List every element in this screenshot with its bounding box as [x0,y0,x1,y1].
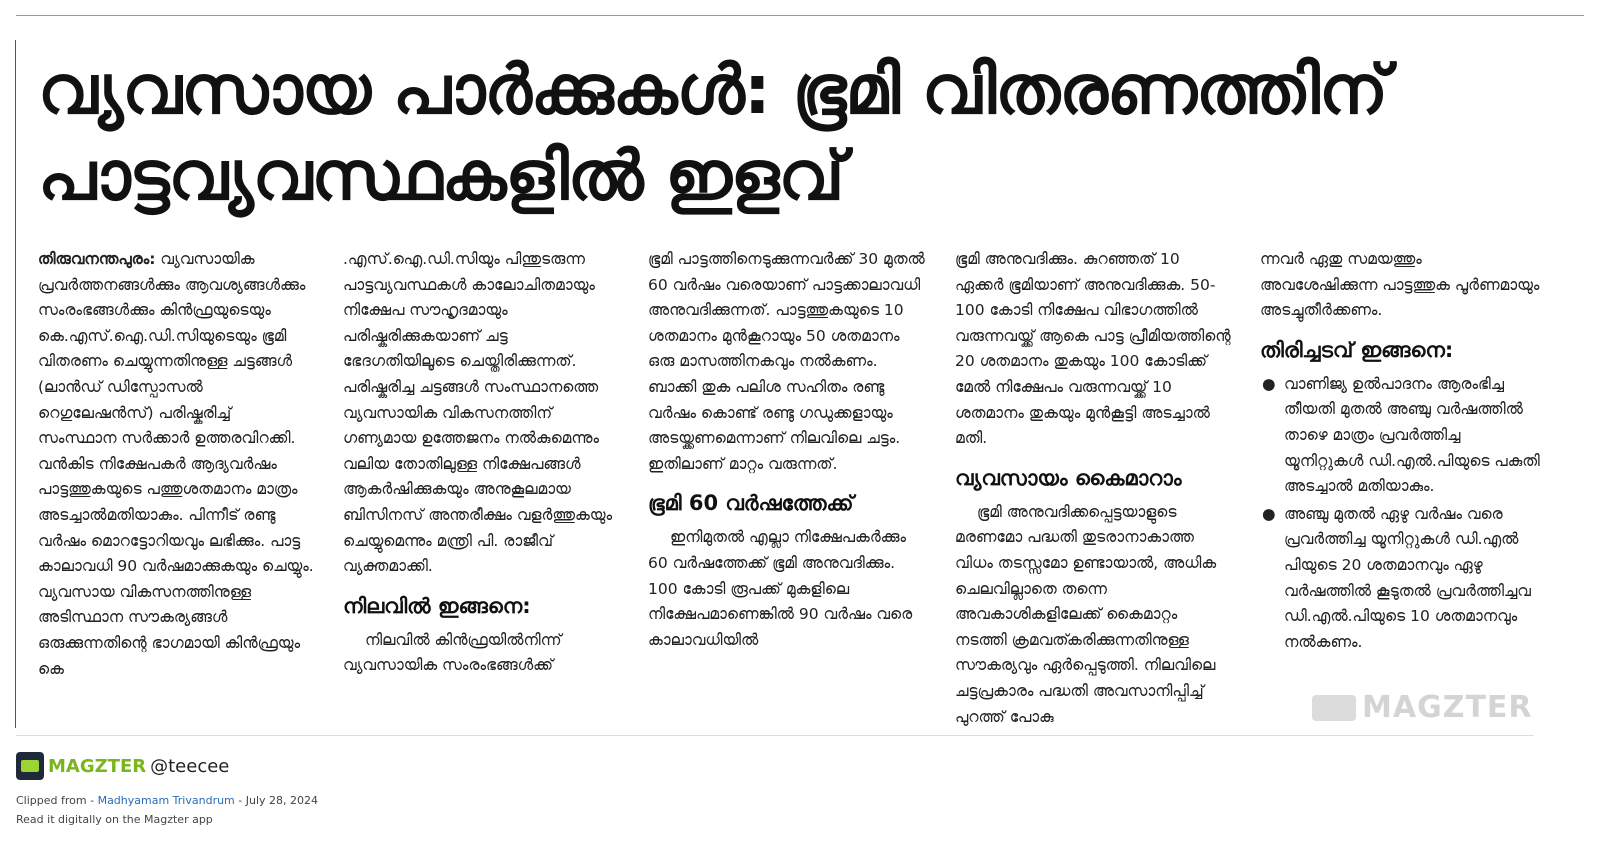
read-digitally-line: Read it digitally on the Magzter app [16,813,213,826]
list-item-text: വാണിജ്യ ഉൽപാദനം ആരംഭിച്ച തീയതി മുതൽ അഞ്ചു വർഷത്തിൽ താഴെ മാത്രം പ്രവർത്തിച്ച യൂനിറ്റുകൾ ഡി.എൽ.പിയുടെ പകുതി അടച്ചാൽ മതിയാകും. [1284,374,1540,496]
subhead-current-rules: നിലവിൽ ഇങ്ങനെ: [343,593,531,618]
article-column-5 [1260,247,1540,657]
top-divider [16,15,1584,16]
brand-row [16,752,318,780]
magzter-watermark [1312,690,1533,725]
column-5-body: ന്നവർ ഏതു സമയത്തും അവശേഷിക്കുന്ന പാട്ടത്തുക പൂർണമായും അടച്ചുതീർക്കണം. [1260,250,1540,320]
footer-divider [16,735,1534,736]
article-column-4 [955,247,1233,730]
clipped-prefix: Clipped from - [16,794,98,807]
headline-line-1: വ്യവസായ പാർക്കുകൾ: ഭൂമി വിതരണത്തിന് [38,51,1388,130]
magzter-logo-icon [1312,695,1356,721]
list-item [1260,502,1540,656]
magzter-app-icon [16,752,44,780]
subhead-transfer: വ്യവസായം കൈമാറാം [955,465,1182,490]
subhead-repayment: തിരിച്ചടവ് ഇങ്ങനെ: [1260,337,1454,362]
headline [38,48,1538,220]
list-item-text: അഞ്ചു മുതൽ ഏഴു വർഷം വരെ പ്രവർത്തിച്ച യൂനിറ്റുകൾ ഡി.എൽ പിയുടെ 20 ശതമാനവും ഏഴു വർഷത്തിൽ കൂടുതൽ പ്രവർത്തിച്ചവ ഡി.എൽ.പിയുടെ 10 ശതമാനവും നൽകണം. [1284,504,1531,651]
left-column-rule [15,40,16,728]
bullet-icon: ● [1262,374,1276,393]
user-handle[interactable]: @teecee [150,755,230,777]
column-3-body-continued: ഇനിമുതൽ എല്ലാ നിക്ഷേപകർക്കും 60 വർഷത്തേക്ക് ഭൂമി അനുവദിക്കും. 100 കോടി രൂപക്ക് മുകളിലെ നിക്ഷേപമാണെങ്കിൽ 90 വർഷം വരെ കാലാവധിയിൽ [648,528,913,649]
repayment-list [1260,372,1540,656]
column-1-body: വ്യവസായിക പ്രവർത്തനങ്ങൾക്കും ആവശ്യങ്ങൾക്കും സംരംഭങ്ങൾക്കും കിൻഫ്രയുടെയും കെ.എസ്.ഐ.ഡി.സിയുടെയും ഭൂമി വിതരണം ചെയ്യുന്നതിനുള്ള ചട്ടങ്ങൾ (ലാൻഡ് ഡിസ്പോസൽ റെഗുലേഷൻസ്) പരിഷ്കരിച്ച് സംസ്ഥാന സർക്കാർ ഉത്തരവിറക്കി. വൻകിട നിക്ഷേപകർ ആദ്യവർഷം പാട്ടത്തുകയുടെ പത്തുശതമാനം മാത്രം അടച്ചാൽമതിയാകും. പിന്നീട് രണ്ടു വർഷം മൊറട്ടോറിയവും ലഭിക്കും. പാട്ട കാലാവധി 90 വർഷമാക്കുകയും ചെയ്യും. വ്യവസായ വികസനത്തിനുള്ള അടിസ്ഥാന സൗകര്യങ്ങൾ ഒരുക്കുന്നതിന്റെ ഭാഗമായി കിൻഫ്രയും കെ [38,250,314,678]
column-2-body: .എസ്.ഐ.ഡി.സിയും പിന്തുടരുന്ന പാട്ടവ്യവസ്ഥകൾ കാലോചിതമായും നിക്ഷേപ സൗഹൃദമായും പരിഷ്കരിക്കുകയാണ് ചട്ട ഭേദഗതിയിലൂടെ ചെയ്തിരിക്കുന്നത്. പരിഷ്കരിച്ച ചട്ടങ്ങൾ സംസ്ഥാനത്തെ വ്യവസായിക വികസനത്തിന് ഗണ്യമായ ഉത്തേജനം നൽകുമെന്നും വലിയ തോതിലുള്ള നിക്ഷേപങ്ങൾ ആകർഷിക്കുകയും അനുകൂലമായ ബിസിനസ് അന്തരീക്ഷം വളർത്തുകയും ചെയ്യുമെന്നും മന്ത്രി പി. രാജീവ് വ്യക്തമാക്കി. [343,250,613,576]
clip-footer [16,752,318,826]
column-3-body: ഭൂമി പാട്ടത്തിനെടുക്കുന്നവർക്ക് 30 മുതൽ 60 വർഷം വരെയാണ് പാട്ടക്കാലാവധി അനുവദിക്കുന്നത്. പാട്ടത്തുകയുടെ 10 ശതമാനം മുൻകൂറായും 50 ശതമാനം ഒരു മാസത്തിനകവും നൽകണം. ബാക്കി തുക പലിശ സഹിതം രണ്ടു വർഷം കൊണ്ട് രണ്ടു ഗഡുക്കളായും അടയ്ക്കണമെന്നാണ് നിലവിലെ ചട്ടം. ഇതിലാണ് മാറ്റം വരുന്നത്. [648,250,925,473]
brand-name: MAGZTER [48,755,147,777]
column-4-body-continued: ഭൂമി അനുവദിക്കപ്പെട്ടയാളുടെ മരണമോ പദ്ധതി തുടരാനാകാത്ത വിധം തടസ്സമോ ഉണ്ടായാൽ, അധിക ചെലവില്ലാതെ തന്നെ അവകാശികളിലേക്ക് കൈമാറ്റം നടത്തി ക്രമവത്കരിക്കുന്നതിനുള്ള സൗകര്യവും ഏർപ്പെടുത്തി. നിലവിലെ ചട്ടപ്രകാരം പദ്ധതി അവസാനിപ്പിച്ച് പുറത്ത് പോകു [955,502,1217,726]
clip-date: - July 28, 2024 [234,794,319,807]
publication-link[interactable]: Madhyamam Trivandrum [97,794,235,807]
dateline: തിരുവനന്തപുരം: [38,250,156,268]
column-4-body: ഭൂമി അനുവദിക്കും. കുറഞ്ഞത് 10 ഏക്കർ ഭൂമിയാണ് അനുവദിക്കുക. 50-100 കോടി നിക്ഷേപ വിഭാഗത്തിൽ വരുന്നവയ്ക്ക് ആകെ പാട്ട പ്രീമിയത്തിന്റെ 20 ശതമാനം തുകയും 100 കോടിക്ക് മേൽ നിക്ഷേപം വരുന്നവയ്ക്ക് 10 ശതമാനം തുകയും മുൻകൂട്ടി അടച്ചാൽ മതി. [955,250,1231,448]
headline-line-2: പാട്ടവ്യവസ്ഥകളിൽ ഇളവ് [38,137,844,216]
article-column-3 [648,247,926,653]
clipped-from-line [16,794,318,807]
watermark-text: MAGZTER [1362,690,1533,725]
article-column-2 [343,247,619,679]
list-item [1260,372,1540,500]
subhead-land-60-years: ഭൂമി 60 വർഷത്തേക്ക് [648,491,854,516]
column-text [38,247,314,682]
bullet-icon: ● [1262,504,1276,523]
column-2-body-continued: നിലവിൽ കിൻഫ്രയിൽനിന്ന് വ്യവസായിക സംരംഭങ്ങൾക്ക് [343,630,562,675]
article-column-1 [38,247,314,682]
